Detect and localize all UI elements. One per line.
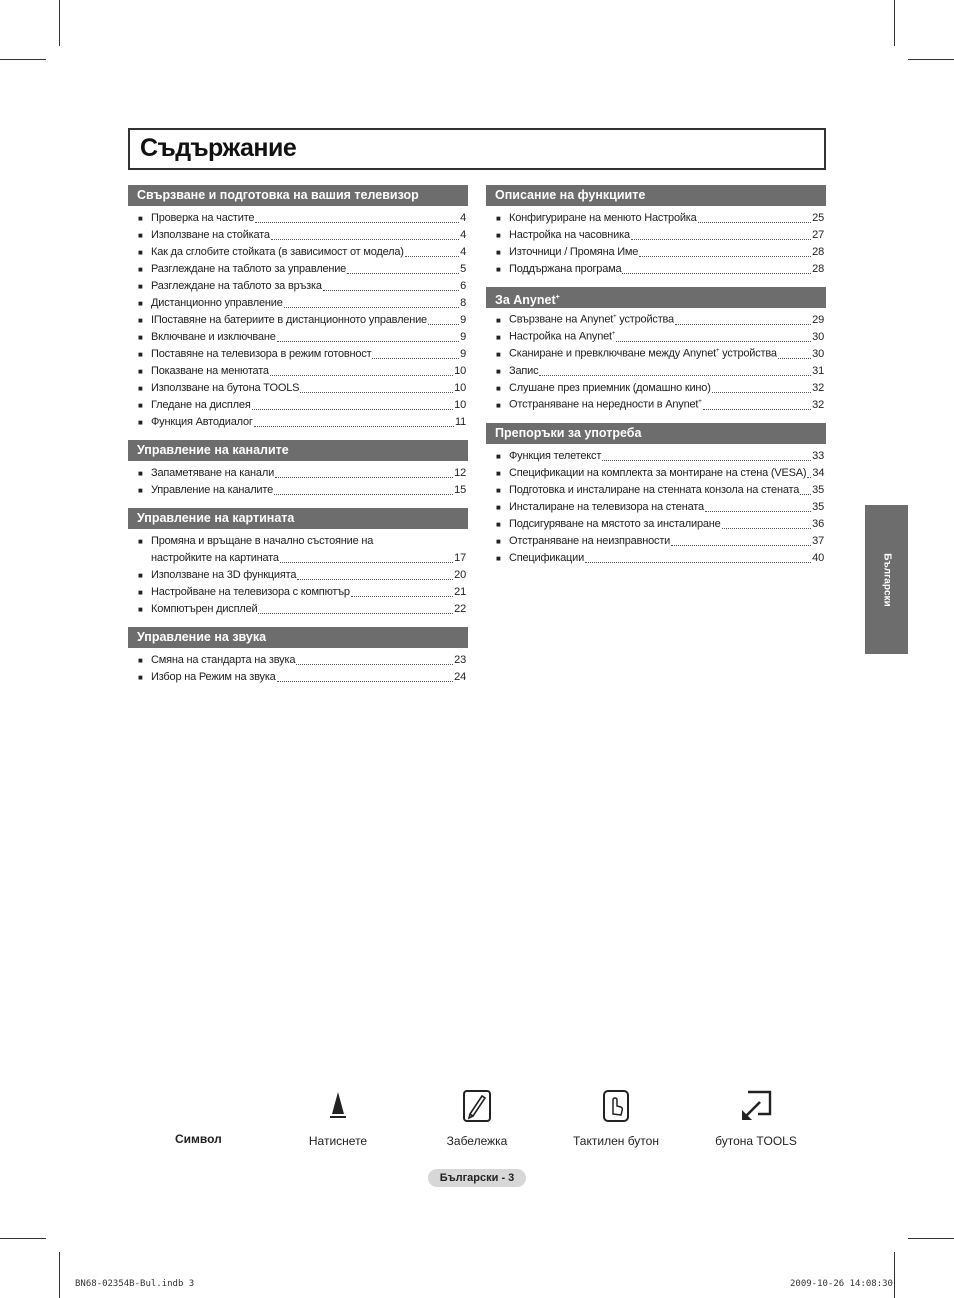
toc-entry[interactable] — [128, 312, 468, 329]
toc-entry[interactable] — [128, 210, 468, 227]
crop-mark — [894, 0, 895, 46]
toc-entry[interactable] — [128, 363, 468, 380]
bullet-icon: ■ — [496, 265, 501, 274]
entry-page: 4 — [460, 246, 466, 258]
tools-button-icon — [738, 1088, 774, 1124]
entry-title: Разглеждане на таблото за връзка — [151, 280, 322, 292]
bullet-icon: ■ — [496, 401, 501, 410]
entry-title: Източници / Промяна Име — [509, 246, 639, 258]
bullet-icon: ■ — [496, 503, 501, 512]
bullet-icon: ■ — [496, 214, 501, 223]
entry-title: Гледане на дисплея — [151, 399, 251, 411]
language-side-tab — [865, 505, 908, 654]
bullet-icon: ■ — [496, 248, 501, 257]
entry-page: 25 — [812, 212, 824, 224]
entry-title: Промяна и връщане в начално състояние на — [151, 535, 374, 547]
bullet-icon: ■ — [138, 588, 143, 597]
toc-section — [128, 508, 468, 618]
symbol-tools-label: бутона TOOLS — [715, 1134, 797, 1148]
toc-section — [128, 440, 468, 499]
entry-title: Дистанционно управление — [151, 297, 283, 309]
bullet-icon: ■ — [138, 333, 143, 342]
entry-page: 32 — [812, 399, 824, 411]
toc-entry[interactable] — [128, 261, 468, 278]
toc-entry[interactable] — [486, 550, 826, 567]
toc-entry[interactable] — [128, 295, 468, 312]
page-title: Съдържание — [140, 134, 297, 162]
dot-leader — [252, 409, 454, 410]
entry-title: Сканиране и превключване между Anynet+ устройства — [509, 348, 777, 360]
entry-title: Настройване на телевизора с компютър — [151, 586, 350, 598]
entry-page: 37 — [812, 535, 824, 547]
symbol-touch-label: Тактилен бутон — [573, 1134, 659, 1148]
dot-leader — [258, 613, 453, 614]
section-heading: Описание на функциите — [486, 185, 826, 206]
crop-mark — [0, 1238, 46, 1239]
symbol-legend-label: Символ — [175, 1132, 222, 1146]
symbol-touch — [568, 1088, 664, 1148]
dot-leader — [323, 290, 459, 291]
entry-page: 10 — [454, 365, 466, 377]
page-number-badge: Български - 3 — [428, 1169, 526, 1187]
bullet-icon: ■ — [138, 248, 143, 257]
bullet-icon: ■ — [138, 367, 143, 376]
symbol-legend — [0, 1088, 954, 1148]
entry-title: Слушане през приемник (домашно кино) — [509, 382, 711, 394]
toc-entry[interactable] — [486, 363, 826, 380]
entry-title: Поддържана програма — [509, 263, 622, 275]
entry-page: 4 — [460, 212, 466, 224]
toc-entry[interactable] — [128, 380, 468, 397]
toc-entry[interactable] — [128, 244, 468, 261]
toc-entry[interactable] — [486, 499, 826, 516]
toc-entry[interactable] — [486, 227, 826, 244]
crop-mark — [0, 59, 46, 60]
entry-title-continued: настройките на картината — [151, 552, 279, 564]
dot-leader — [703, 409, 812, 410]
toc-entry[interactable] — [486, 448, 826, 465]
toc-entry[interactable] — [128, 329, 468, 346]
entry-page: 9 — [460, 331, 466, 343]
entry-page: 12 — [454, 467, 466, 479]
dot-leader — [712, 392, 812, 393]
entry-page: 5 — [460, 263, 466, 275]
crop-mark — [59, 1252, 60, 1298]
bullet-icon: ■ — [496, 231, 501, 240]
crop-mark — [59, 0, 60, 46]
toc-entry[interactable] — [486, 397, 826, 414]
bullet-icon: ■ — [496, 554, 501, 563]
toc-entry[interactable] — [486, 244, 826, 261]
entry-title: Настройка на Anynet+ — [509, 331, 616, 343]
toc-entry[interactable] — [486, 533, 826, 550]
bullet-icon: ■ — [138, 537, 143, 546]
bullet-icon: ■ — [496, 316, 501, 325]
entry-title: Използване на 3D функцията — [151, 569, 297, 581]
entry-title: Поставяне на телевизора в режим готовност — [151, 348, 372, 360]
entry-page: 33 — [812, 450, 824, 462]
bullet-icon: ■ — [496, 486, 501, 495]
entry-title: Инсталиране на телевизора на стената — [509, 501, 704, 513]
footer-timestamp: 2009-10-26 14:08:30 — [790, 1279, 893, 1289]
toc-section — [486, 423, 826, 567]
dot-leader — [622, 273, 811, 274]
crop-mark — [908, 59, 954, 60]
bullet-icon: ■ — [496, 384, 501, 393]
toc-left-column — [128, 185, 468, 695]
entry-title: Настройка на часовника — [509, 229, 630, 241]
entry-page: 35 — [812, 484, 824, 496]
symbol-note — [437, 1088, 517, 1148]
dot-leader — [300, 392, 453, 393]
entry-title: Използване на стойката — [151, 229, 270, 241]
toc-entry[interactable] — [486, 346, 826, 363]
dot-leader — [671, 545, 811, 546]
bullet-icon: ■ — [138, 486, 143, 495]
bullet-icon: ■ — [138, 231, 143, 240]
bullet-icon: ■ — [138, 469, 143, 478]
dot-leader — [372, 358, 459, 359]
dot-leader — [778, 358, 811, 359]
dot-leader — [351, 596, 453, 597]
dot-leader — [405, 256, 459, 257]
dot-leader — [675, 324, 811, 325]
section-heading: Препоръки за употреба — [486, 423, 826, 444]
toc-entry[interactable] — [128, 584, 468, 601]
bullet-icon: ■ — [138, 605, 143, 614]
dot-leader — [705, 511, 811, 512]
bullet-icon: ■ — [496, 367, 501, 376]
dot-leader — [254, 426, 454, 427]
entry-page: 40 — [812, 552, 824, 564]
entry-title: Функция телетекст — [509, 450, 602, 462]
press-arrow-icon — [328, 1088, 348, 1124]
entry-title: Конфигуриране на менюто Настройка — [509, 212, 697, 224]
toc-section — [128, 627, 468, 686]
footer-file-info: BN68-02354B-Bul.indb 3 — [75, 1279, 195, 1289]
entry-title: Компютърен дисплей — [151, 603, 258, 615]
toc-entry[interactable] — [128, 652, 468, 669]
toc-entry[interactable] — [486, 261, 826, 278]
dot-leader — [585, 562, 811, 563]
bullet-icon: ■ — [138, 299, 143, 308]
section-heading: Свързване и подготовка на вашия телевизор — [128, 185, 468, 206]
entry-page: 17 — [454, 552, 466, 564]
entry-title: Спецификации на комплекта за монтиране на стена (VESA) — [509, 467, 807, 479]
dot-leader — [631, 239, 811, 240]
dot-leader — [698, 222, 812, 223]
touch-button-icon — [601, 1088, 631, 1124]
entry-page: 21 — [454, 586, 466, 598]
entry-page: 4 — [460, 229, 466, 241]
entry-page: 11 — [454, 416, 466, 428]
entry-page: 10 — [454, 399, 466, 411]
entry-page: 20 — [454, 569, 466, 581]
entry-title: Свързване на Anynet+ устройства — [509, 314, 674, 326]
title-box — [128, 128, 826, 170]
entry-page: 28 — [812, 263, 824, 275]
dot-leader — [296, 664, 453, 665]
entry-title: Управление на каналите — [151, 484, 274, 496]
dot-leader — [807, 477, 811, 478]
entry-title: Отстраняване на нередности в Anynet+ — [509, 399, 702, 411]
dot-leader — [284, 307, 459, 308]
bullet-icon: ■ — [496, 350, 501, 359]
entry-title: Включване и изключване — [151, 331, 276, 343]
toc-entry[interactable] — [128, 278, 468, 295]
toc-entry[interactable] — [486, 210, 826, 227]
bullet-icon: ■ — [138, 401, 143, 410]
entry-page: 23 — [454, 654, 466, 666]
bullet-icon: ■ — [138, 384, 143, 393]
dot-leader — [800, 494, 811, 495]
bullet-icon: ■ — [138, 265, 143, 274]
symbol-tools — [710, 1088, 802, 1148]
crop-mark — [908, 1238, 954, 1239]
toc-entry[interactable] — [128, 465, 468, 482]
entry-title: Запис — [509, 365, 539, 377]
dot-leader — [277, 341, 459, 342]
bullet-icon: ■ — [496, 537, 501, 546]
dot-leader — [616, 341, 811, 342]
dot-leader — [280, 562, 453, 563]
dot-leader — [275, 477, 453, 478]
dot-leader — [270, 375, 453, 376]
entry-page: 8 — [460, 297, 466, 309]
entry-page: 6 — [460, 280, 466, 292]
symbol-note-label: Забележка — [446, 1134, 508, 1148]
entry-page: 36 — [812, 518, 824, 530]
entry-page: 35 — [812, 501, 824, 513]
bullet-icon: ■ — [138, 316, 143, 325]
section-heading: Управление на картината — [128, 508, 468, 529]
entry-page: 32 — [812, 382, 824, 394]
entry-title: Показване на менютата — [151, 365, 269, 377]
bullet-icon: ■ — [496, 469, 501, 478]
dot-leader — [639, 256, 811, 257]
dot-leader — [297, 579, 453, 580]
entry-page: 34 — [812, 467, 825, 479]
entry-title: IПоставяне на батериите в дистанционното управление — [151, 314, 427, 326]
dot-leader — [277, 681, 454, 682]
toc-entry[interactable] — [128, 533, 468, 567]
entry-title: Избор на Режим на звука — [151, 671, 276, 683]
toc-entry[interactable] — [486, 516, 826, 533]
toc-entry[interactable] — [128, 601, 468, 618]
dot-leader — [428, 324, 459, 325]
entry-title: Спецификации — [509, 552, 585, 564]
entry-title: Подсигуряване на мястото за инсталиране — [509, 518, 721, 530]
bullet-icon: ■ — [138, 214, 143, 223]
entry-page: 27 — [812, 229, 824, 241]
toc-section — [128, 185, 468, 431]
crop-mark — [894, 1252, 895, 1298]
entry-title: Функция Автодиалог — [151, 416, 253, 428]
bullet-icon: ■ — [138, 673, 143, 682]
dot-leader — [722, 528, 812, 529]
entry-title: Подготовка и инсталиране на стенната конзола на стената — [509, 484, 800, 496]
entry-title: Разглеждане на таблото за управление — [151, 263, 347, 275]
dot-leader — [539, 375, 811, 376]
entry-page: 10 — [454, 382, 466, 394]
toc-entry[interactable] — [128, 567, 468, 584]
entry-page: 24 — [454, 671, 466, 683]
entry-page: 30 — [812, 348, 824, 360]
section-heading: За Anynet+ — [486, 287, 826, 308]
bullet-icon: ■ — [138, 656, 143, 665]
toc-entry[interactable] — [128, 346, 468, 363]
dot-leader — [255, 222, 459, 223]
symbol-press-label: Натиснете — [308, 1134, 368, 1148]
entry-page: 15 — [454, 484, 466, 496]
bullet-icon: ■ — [496, 452, 501, 461]
entry-page: 22 — [454, 603, 466, 615]
entry-page: 29 — [812, 314, 824, 326]
toc-entry[interactable] — [128, 227, 468, 244]
section-heading: Управление на каналите — [128, 440, 468, 461]
entry-title: Проверка на частите — [151, 212, 255, 224]
toc-entry[interactable] — [128, 414, 468, 431]
bullet-icon: ■ — [496, 520, 501, 529]
bullet-icon: ■ — [138, 350, 143, 359]
bullet-icon: ■ — [138, 418, 143, 427]
toc-entry[interactable] — [128, 397, 468, 414]
bullet-icon: ■ — [138, 571, 143, 580]
note-pencil-icon — [461, 1088, 493, 1124]
entry-title: Отстраняване на неизправности — [509, 535, 671, 547]
entry-page: 31 — [812, 365, 824, 377]
entry-title: Смяна на стандарта на звука — [151, 654, 296, 666]
toc-section — [486, 185, 826, 278]
dot-leader — [347, 273, 459, 274]
entry-title: Използване на бутона TOOLS — [151, 382, 300, 394]
bullet-icon: ■ — [496, 333, 501, 342]
toc-entry[interactable] — [486, 482, 826, 499]
entry-title: Запаметяване на канали — [151, 467, 275, 479]
entry-page: 9 — [460, 348, 466, 360]
dot-leader — [602, 460, 811, 461]
entry-page: 28 — [812, 246, 824, 258]
toc-entry[interactable] — [128, 669, 468, 686]
entry-page: 9 — [460, 314, 466, 326]
section-heading: Управление на звука — [128, 627, 468, 648]
entry-page: 30 — [812, 331, 824, 343]
symbol-press — [300, 1088, 376, 1148]
toc-right-column — [486, 185, 826, 576]
toc-section — [486, 287, 826, 414]
dot-leader — [274, 494, 453, 495]
dot-leader — [271, 239, 459, 240]
entry-title: Как да сглобите стойката (в зависимост от модела) — [151, 246, 404, 258]
bullet-icon: ■ — [138, 282, 143, 291]
side-tab-label: Български — [881, 552, 892, 607]
toc-entry[interactable] — [128, 482, 468, 499]
toc-entry[interactable] — [486, 465, 826, 482]
